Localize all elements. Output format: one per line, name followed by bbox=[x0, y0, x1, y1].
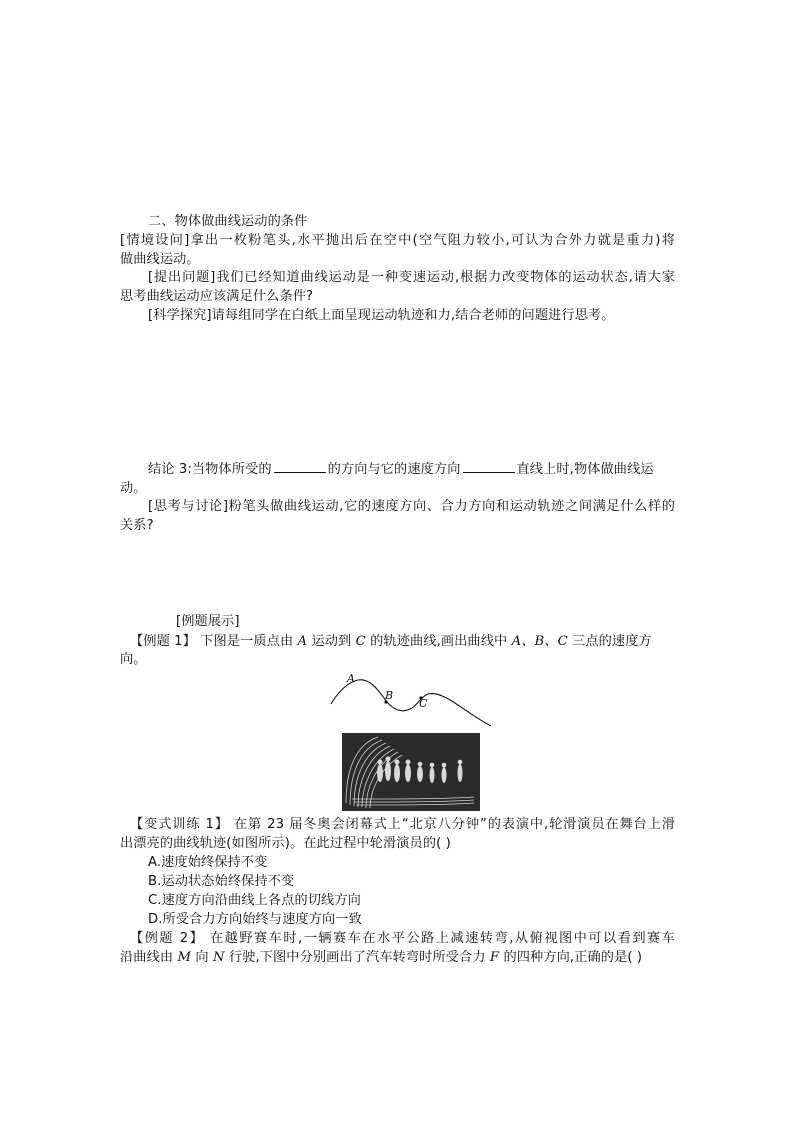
option-d[interactable]: D.所受合力方向始终与速度方向一致 bbox=[148, 912, 362, 927]
skaters-photo bbox=[342, 733, 480, 811]
question-line-1: [提出问题]我们已经知道曲线运动是一种变速运动,根据力改变物体的运动状态,请大家 bbox=[148, 270, 675, 285]
figure-label-a: A bbox=[347, 672, 355, 685]
conclusion-part-3: 直线上时,物体做曲线运 bbox=[516, 462, 654, 477]
example-1-line-2: 向。 bbox=[120, 652, 147, 667]
discussion-line-1: [思考与讨论]粉笔头做曲线运动,它的速度方向、合力方向和运动轨迹之间满足什么样的 bbox=[148, 499, 675, 514]
conclusion-line-2: 动。 bbox=[120, 481, 147, 496]
question-line-2: 思考曲线运动应该满足什么条件? bbox=[120, 289, 314, 304]
trajectory-curve-figure bbox=[328, 668, 494, 730]
example-1-tag: 【例题 1】 bbox=[130, 634, 196, 649]
force-f-label: F bbox=[489, 950, 500, 965]
example-2-tag: 【例题 2】 bbox=[130, 931, 205, 946]
example-2-text-d: 的四种方向,正确的是( ) bbox=[499, 950, 643, 965]
figure-label-b: B bbox=[385, 689, 394, 702]
variant-line-2: 出漂亮的曲线轨迹(如图所示)。在此过程中轮滑演员的( ) bbox=[120, 836, 451, 851]
answer-blank-2[interactable] bbox=[463, 460, 515, 473]
example-2-text-c: 行驶,下图中分别画出了汽车转弯时所受合力 bbox=[224, 950, 490, 965]
example-2-text-a: 沿曲线由 bbox=[120, 950, 178, 965]
example-1-text-d: 三点的速度方 bbox=[567, 634, 652, 649]
variant-line-1-text: 在第 23 届冬奥会闭幕式上“北京八分钟”的表演中,轮滑演员在舞台上滑 bbox=[228, 817, 675, 832]
option-c[interactable]: C.速度方向沿曲线上各点的切线方向 bbox=[148, 893, 361, 908]
conclusion-part-2: 的方向与它的速度方向 bbox=[327, 462, 461, 477]
skaters-photo-drawing bbox=[342, 733, 480, 811]
example-2-line-2 bbox=[120, 948, 642, 968]
point-n-label: N bbox=[212, 950, 225, 965]
examples-heading: [例题展示] bbox=[176, 614, 240, 629]
option-b[interactable]: B.运动状态始终保持不变 bbox=[148, 874, 295, 889]
conclusion-line-1 bbox=[148, 460, 654, 480]
discussion-line-2: 关系? bbox=[120, 518, 154, 533]
section-heading: 二、物体做曲线运动的条件 bbox=[148, 214, 308, 229]
example-1-text-b: 运动到 bbox=[307, 634, 356, 649]
option-a[interactable]: A.速度始终保持不变 bbox=[148, 855, 268, 870]
example-1-text-a: 下图是一质点由 bbox=[195, 634, 298, 649]
scenario-line-1: [情境设问]拿出一枚粉笔头,水平抛出后在空中(空气阻力较小,可认为合外力就是重力)将 bbox=[120, 233, 675, 248]
point-a-label: A bbox=[297, 634, 308, 649]
example-2-text-b: 向 bbox=[191, 950, 213, 965]
answer-blank-1[interactable] bbox=[274, 460, 326, 473]
variant-tag: 【变式训练 1】 bbox=[130, 817, 229, 832]
scenario-line-2: 做曲线运动。 bbox=[120, 252, 200, 267]
variant-line-1 bbox=[130, 815, 675, 835]
conclusion-part-1: 结论 3:当物体所受的 bbox=[148, 462, 272, 477]
explore-line: [科学探究]请每组同学在白纸上面呈现运动轨迹和力,结合老师的问题进行思考。 bbox=[148, 308, 615, 323]
figure-label-c: C bbox=[419, 697, 428, 710]
example-2-line-1 bbox=[130, 929, 675, 949]
example-2-line-1-text: 在越野赛车时,一辆赛车在水平公路上减速转弯,从俯视图中可以看到赛车 bbox=[204, 931, 675, 946]
point-c-label: C bbox=[355, 634, 366, 649]
point-m-label: M bbox=[177, 950, 192, 965]
trajectory-curve bbox=[331, 680, 491, 726]
example-1-text-c: 的轨迹曲线,画出曲线中 bbox=[365, 634, 512, 649]
example-1-line-1 bbox=[130, 632, 652, 652]
points-label: A、B、C bbox=[511, 634, 568, 649]
